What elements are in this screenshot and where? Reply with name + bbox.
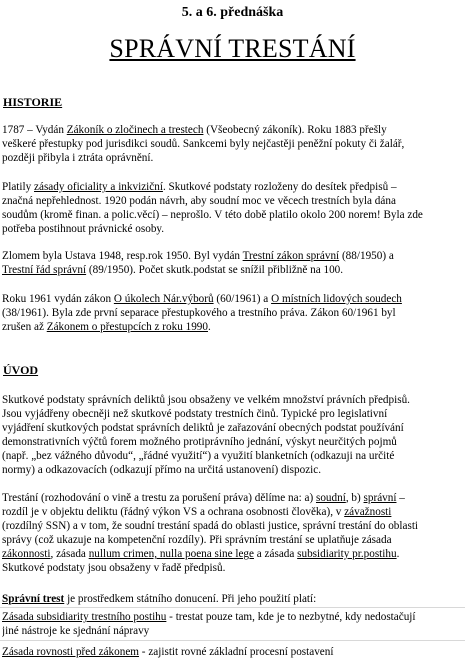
paragraph-historie-4: Roku 1961 vydán zákon O úkolech Nár.výborů (60/1961) a O místních lidových soudech (38/1961). Byla zde první separace přestupkového a trestního práva. Zákon 60/1961 byl zrušen až Zákonem o přestupcích z roku 1990. — [2, 293, 402, 333]
link-zakonik: Zákoník o zločinech a trestech — [66, 124, 204, 136]
paragraph-historie-2: Platily zásady oficiality a inkviziční. Skutkové podstaty rozloženy do desítek předpisů – značná nepřehlednost. 1920 podán návrh, aby soudní moc ve věcech trestních byla dána soudům (kromě finan. a polic.věcí) – neprošlo. V této době platilo okolo 200 norem! Byla zde potřeba postihnout právnické osoby. — [2, 181, 423, 235]
lecture-number: 5. a 6. přednáška — [181, 5, 284, 20]
paragraph-historie-1: 1787 – Vydán Zákoník o zločinech a trestech (Všeobecný zákoník). Roku 1883 přešly veškeré přestupky pod jurisdikci soudů. Sankcemi byly nejčastěji peněžní pokuty či žalář, později přibyla i ztráta oprávnění. — [2, 124, 405, 164]
document-title: SPRÁVNÍ TRESTÁNÍ — [109, 34, 356, 63]
paragraph-zasada-rovnosti: Zásada rovnosti před zákonem - zajistit rovné základní procesní postavení — [2, 646, 334, 658]
paragraph-uvod-1: Skutkové podstaty správních deliktů jsou obsaženy ve velkém množství právních předpisů. Jsou vyjádřeny obecněji než skutkové podstaty trestních činů. Typické pro legislativní vyjádření skutkových podstat správních deliktů je zařazování obecných podstat používání demonstrativních výčtů forem možného protiprávního jednání, výskyt neurčitých pojmů (např. „bez vážného důvodu“, „řádné využití“) a využití blanketních (odkazuji na určité normy) a odkazovacích (odkazují přímo na určitá ustanovení) dispozic. — [2, 394, 410, 476]
divider — [0, 607, 465, 608]
divider — [0, 640, 465, 641]
paragraph-historie-3: Zlomem byla Ustava 1948, resp.rok 1950. Byl vydán Trestní zákon správní (88/1950) a Trestní řád správní (89/1950). Počet skutk.podstat se snížil přibližně na 100. — [2, 250, 394, 276]
paragraph-zasada-subsidiarity: Zásada subsidiarity trestního postihu - trestat pouze tam, kde je to nezbytné, kdy nedostačují jiné nástroje ke sjednání nápravy — [2, 611, 416, 637]
paragraph-spravni-trest: Správní trest je prostředkem státního donucení. Při jeho použití platí: — [2, 593, 317, 605]
section-heading-historie: HISTORIE — [3, 95, 63, 109]
paragraph-uvod-2: Trestání (rozhodování o vině a trestu za porušení práva) dělíme na: a) soudní, b) správní – rozdíl je v objektu deliktu (řádný výkon VS a ochrana osobnosti člověka), v závažnosti (rozdílný SSN) a v tom, že soudní trestání spadá do oblasti justice, správní trestání do oblasti správy (což ukazuje na kompetenční rozdíly). Při správním trestání se uplatňuje zásada zákonnosti, zásada nullum crimen, nulla poena sine lege a zásada subsidiarity pr.postihu. Skutkové podstaty jsou obsaženy v řadě předpisů. — [2, 492, 419, 574]
section-heading-uvod: ÚVOD — [3, 363, 39, 377]
